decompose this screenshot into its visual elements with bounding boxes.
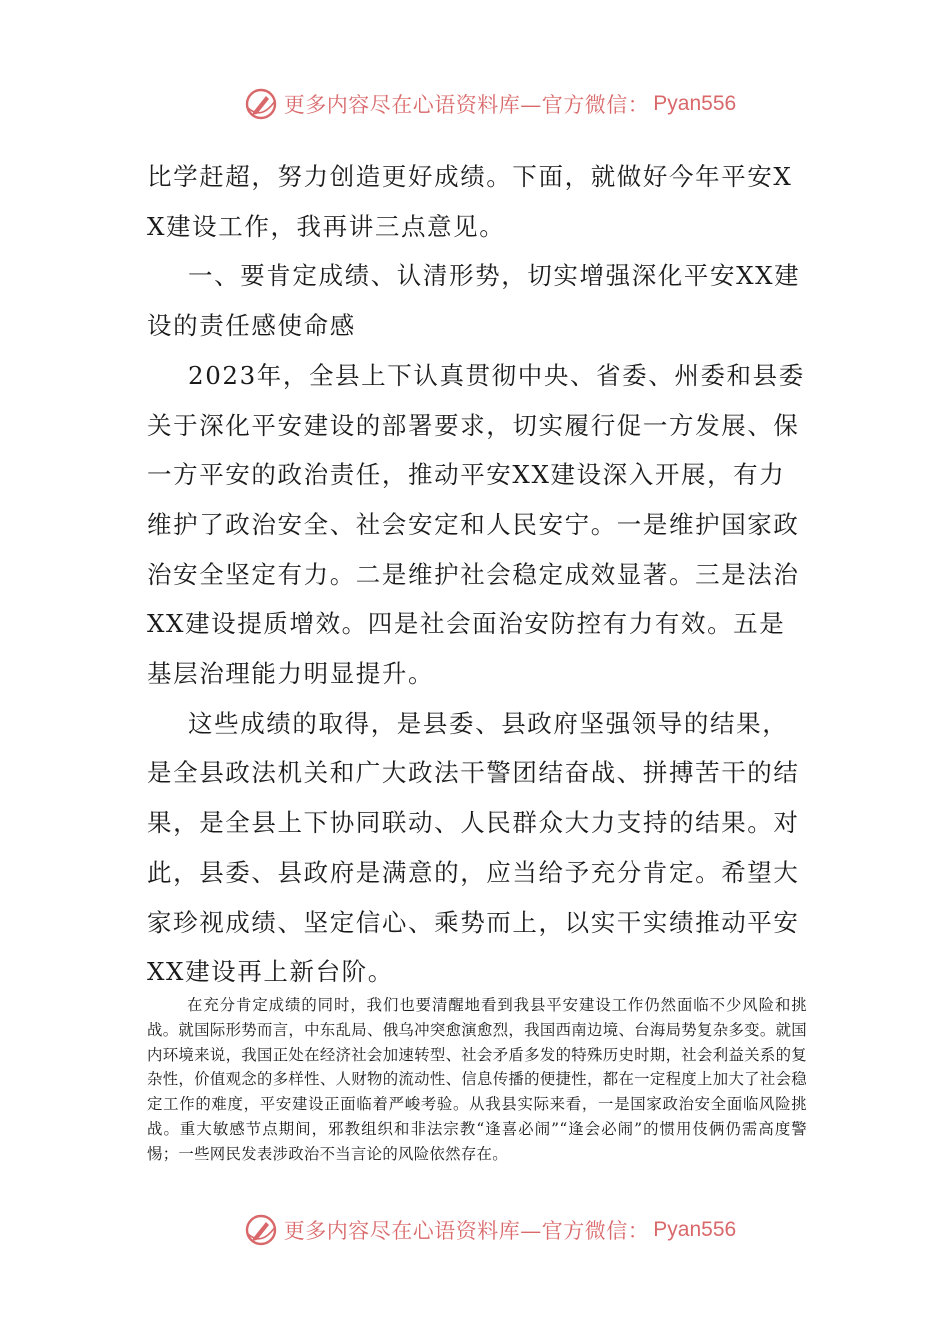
paragraph-achievements: 2023年，全县上下认真贯彻中央、省委、州委和县委关于深化平安建设的部署要求，切实履行促一方发展、保一方平安的政治责任，推动平安XX建设深入开展，有力维护了政治安全、社会安定和人民安宁。一是维护国家政治安全坚定有力。二是维护社会稳定成效显著。三是法治XX建设提质增效。四是社会面治安防控有力有效。五是基层治理能力明显提升。 [147, 360, 805, 689]
watermark-wechat-id: Pyan556 [653, 1218, 737, 1241]
watermark-text: 更多内容尽在心语资料库—官方微信： [283, 1219, 650, 1243]
document-body [147, 152, 807, 997]
watermark-text: 更多内容尽在心语资料库—官方微信： [283, 93, 650, 117]
watermark-banner-content [244, 1213, 736, 1247]
section-heading: 一、要肯定成绩、认清形势，切实增强深化平安XX建设的责任感使命感 [147, 261, 801, 341]
pen-nib-logo-icon [244, 87, 278, 121]
watermark-banner-content [244, 87, 736, 121]
watermark-banner-top [0, 84, 950, 124]
watermark-wechat-id: Pyan556 [653, 92, 737, 115]
paragraph-acknowledgement: 这些成绩的取得，是县委、县政府坚强领导的结果，是全县政法机关和广大政法干警团结奋战、拼搏苦干的结果，是全县上下协同联动、人民群众大力支持的结果。对此，县委、县政府是满意的，应当给予充分肯定。希望大家珍视成绩、坚定信心、乘势而上，以实干实绩推动平安XX建设再上新台阶。 [147, 708, 800, 987]
paragraph-risks-challenges: 在充分肯定成绩的同时，我们也要清醒地看到我县平安建设工作仍然面临不少风险和挑战。就国际形势而言，中东乱局、俄乌冲突愈演愈烈，我国西南边境、台海局势复杂多变。就国内环境来说，我国正处在经济社会加速转型、社会矛盾多发的特殊历史时期，社会利益关系的复杂性，价值观念的多样性、人财物的流动性、信息传播的便捷性，都在一定程度上加大了社会稳定工作的难度，平安建设正面临着严峻考验。从我县实际来看，一是国家政治安全面临风险挑战。重大敏感节点期间，邪教组织和非法宗教“逢喜必闹”“逢会必闹”的惯用伎俩仍需高度警惕；一些网民发表涉政治不当言论的风险依然存在。 [147, 996, 807, 1163]
paragraph-continuation: 比学赶超，努力创造更好成绩。下面，就做好今年平安XX建设工作，我再讲三点意见。 [147, 162, 793, 241]
watermark-banner-bottom [0, 1210, 950, 1250]
pen-nib-logo-icon [244, 1213, 278, 1247]
